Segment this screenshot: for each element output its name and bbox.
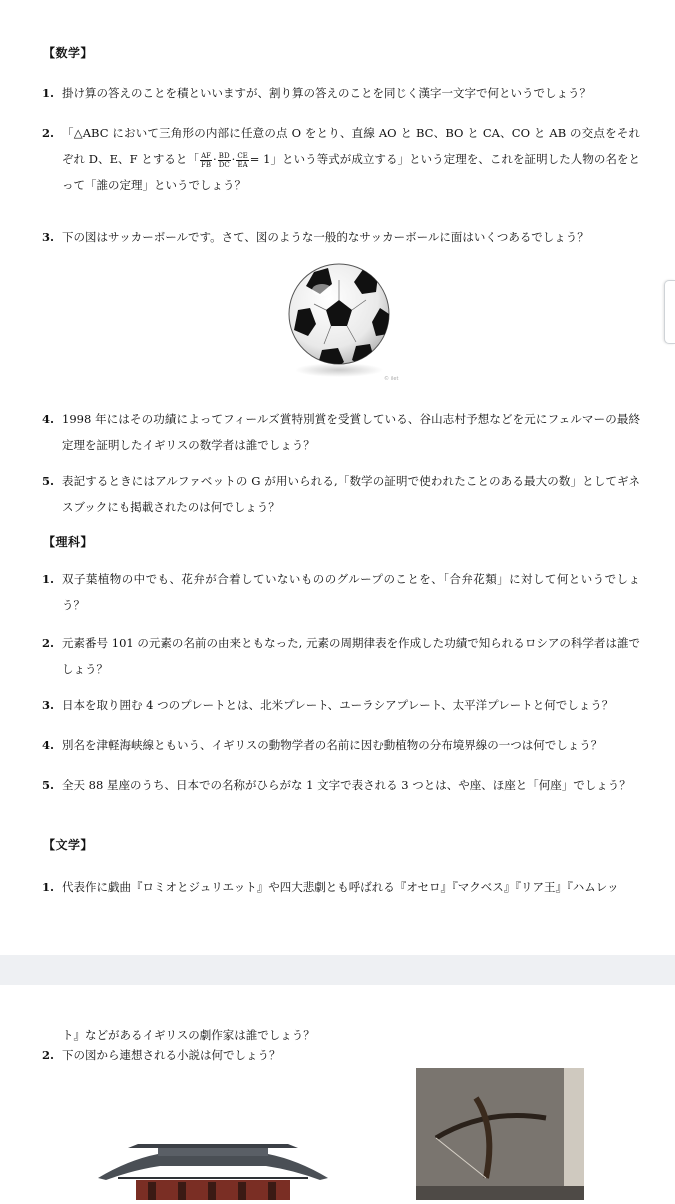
- question-number: 3.: [42, 230, 55, 244]
- question-number: 2.: [42, 636, 55, 650]
- section-heading-literature: 【文学】: [43, 838, 94, 852]
- question-text: 表記するときにはアルファベットの G が用いられる,「数学の証明で使われたことのある最大の数」としてギネスブックにも掲載されたのは何でしょう？: [62, 474, 640, 514]
- question-text: 下の図から連想される小説は何でしょう？: [62, 1048, 281, 1062]
- question-text-part2: = 1」という等式が成立する」という定理を、これを証明した人物の名をとって「誰の定理」というでしょう？: [62, 152, 640, 192]
- question-number: 1.: [42, 880, 55, 894]
- question-number: 5.: [42, 778, 55, 792]
- question-text: 全天 88 星座のうち、日本での名称がひらがな 1 文字で表される 3 つとは、や座、ほ座と「何座」でしょう？: [62, 778, 631, 792]
- image-credit: © ilet: [384, 376, 399, 382]
- question-text: 下の図はサッカーボールです。さて、図のような一般的なサッカーボールに面はいくつあるでしょう？: [62, 230, 589, 244]
- question-text-part1: 「△ABC において三角形の内部に任意の点 O をとり、直線 AO と BC、BO と CA、CO と AB の交点をそれぞれ D、E、F とすると「: [62, 126, 640, 166]
- page-break: [0, 955, 675, 985]
- fraction-ce-ea: $\frac{CE}{EA}$: [237, 151, 248, 169]
- question-text: 元素番号 101 の元素の名前の由来ともなった, 元素の周期律表を作成した功績で知られるロシアの科学者は誰でしょう？: [62, 636, 640, 676]
- question-number: 1.: [42, 86, 55, 100]
- scrollbar-handle[interactable]: [664, 280, 675, 344]
- fraction-af-fb: $\frac{AF}{FB}$: [201, 151, 212, 169]
- question-text: ト』などがあるイギリスの劇作家は誰でしょう？: [62, 1028, 315, 1042]
- question-number: 3.: [42, 698, 55, 712]
- question-number: 5.: [42, 474, 55, 488]
- question-text: 別名を津軽海峡線ともいう、イギリスの動物学者の名前に因む動植物の分布境界線の一つは何でしょう？: [62, 738, 603, 752]
- question-number: 4.: [42, 412, 55, 426]
- question-text: 日本を取り囲む 4 つのプレートとは、北米プレート、ユーラシアプレート、太平洋プレートと何でしょう？: [62, 698, 614, 712]
- question-text: 代表作に戯曲『ロミオとジュリエット』や四大悲劇とも呼ばれる『オセロ』『マクベス』『リア王』『ハムレッ: [62, 880, 619, 894]
- question-number: 2.: [42, 1048, 55, 1062]
- question-text: 「△ABC において三角形の内部に任意の点 O をとり、直線 AO と BC、BO と CA、CO と AB の交点をそれぞれ D、E、F とすると「 $\frac{AF}{FB}$ · $\frac{BD}{DC}$ · $\frac{CE}{EA}$ = 1」という等式が成立する」という定理を、これを証明した人物の名をとって「誰の定理」というでしょう？: [62, 126, 640, 192]
- question-number: 1.: [42, 572, 55, 586]
- fraction-bd-dc: $\frac{BD}{DC}$: [218, 151, 230, 169]
- question-number: 2.: [42, 126, 55, 140]
- soccer-ball-image: [284, 258, 394, 388]
- section-heading-science: 【理科】: [43, 535, 94, 549]
- question-text: 1998 年にはその功績によってフィールズ賞特別賞を受賞している、谷山志村予想などを元にフェルマーの最終定理を証明したイギリスの数学者は誰でしょう？: [62, 412, 640, 452]
- gate-building-image: [88, 1140, 338, 1200]
- question-text: 掛け算の答えのことを積といいますが、割り算の答えのことを同じく漢字一文字で何というでしょう？: [62, 86, 591, 100]
- section-heading-math: 【数学】: [43, 46, 94, 60]
- question-number: 4.: [42, 738, 55, 752]
- question-text: 双子葉植物の中でも、花弁が合着していないもののグループのことを、「合弁花類」に対して何というでしょう？: [62, 572, 640, 612]
- crossbow-image: [416, 1068, 584, 1200]
